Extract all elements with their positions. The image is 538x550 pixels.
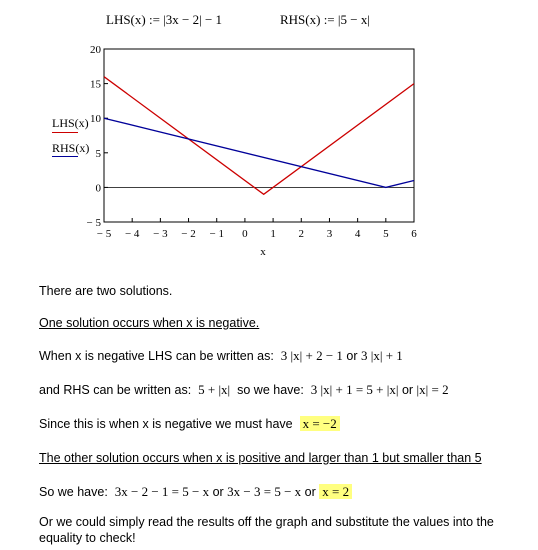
y-tick-label: 20 — [90, 44, 101, 56]
heading-positive-case: The other solution occurs when x is positive and larger than 1 but smaller than 5 — [39, 451, 482, 465]
rhs-negative-line — [39, 382, 449, 398]
equation-negative: 3 |x| + 1 = 5 + |x| — [310, 382, 399, 397]
positive-expr-b: 3x − 3 = 5 − x — [227, 484, 302, 499]
y-tick-label: 15 — [90, 78, 101, 91]
lhs-negative-prefix: When x is negative LHS can be written as: — [39, 349, 274, 363]
y-tick-label: 5 — [95, 147, 101, 160]
y-tick-label: 0 — [95, 182, 101, 195]
lhs-negative-expr-b: 3 |x| + 1 — [361, 348, 403, 363]
positive-case-line — [39, 484, 352, 500]
series-lhs-line — [104, 77, 414, 195]
plot-frame — [104, 49, 414, 222]
legend-lhs-label: LHS(x) — [52, 116, 89, 130]
x-tick-label: − 1 — [209, 228, 224, 240]
or-text: or — [212, 485, 224, 499]
solution-negative: x = −2 — [300, 416, 340, 431]
rhs-definition: RHS(x) := |5 − x| — [280, 12, 370, 27]
lhs-negative-expr-a: 3 |x| + 2 − 1 — [280, 348, 343, 363]
x-axis-label: x — [260, 246, 266, 258]
heading-negative-case: One solution occurs when x is negative. — [39, 316, 260, 330]
conclusion-line-1: Or we could simply read the results off the graph and substitute the values into the — [39, 515, 494, 529]
lhs-definition: LHS(x) := |3x − 2| − 1 — [106, 12, 223, 27]
y-tick-label: 10 — [90, 113, 101, 126]
rhs-negative-expr: 5 + |x| — [198, 382, 231, 397]
x-tick-label: 2 — [298, 228, 305, 240]
negative-conclusion-line — [39, 416, 340, 432]
so-we-have-text: so we have: — [237, 383, 304, 397]
negative-conclusion-prefix: Since this is when x is negative we must have — [39, 417, 293, 431]
abs-x-equals-2: |x| = 2 — [416, 382, 449, 397]
rhs-negative-prefix: and RHS can be written as: — [39, 383, 192, 397]
line-chart — [0, 0, 538, 270]
conclusion-line-2: equality to check! — [39, 531, 136, 545]
legend-rhs-label: RHS(x) — [52, 141, 90, 155]
y-tick-label: − 5 — [86, 217, 101, 229]
or-text: or — [304, 485, 316, 499]
x-tick-label: 6 — [411, 228, 417, 240]
x-tick-label: 4 — [354, 228, 361, 240]
series-rhs-line — [104, 118, 414, 187]
or-text: or — [346, 349, 358, 363]
solution-positive: x = 2 — [319, 484, 352, 499]
x-tick-label: − 2 — [181, 228, 196, 240]
lhs-negative-line — [39, 348, 403, 364]
intro-text: There are two solutions. — [39, 284, 173, 298]
or-text: or — [401, 383, 414, 397]
x-tick-label: 1 — [270, 228, 276, 240]
x-tick-label: 5 — [383, 228, 389, 240]
positive-case-prefix: So we have: — [39, 485, 108, 499]
positive-expr-a: 3x − 2 − 1 = 5 − x — [114, 484, 210, 499]
x-tick-label: − 4 — [124, 228, 140, 240]
x-tick-label: 3 — [326, 228, 333, 240]
x-tick-label: − 5 — [96, 228, 112, 240]
x-tick-label: − 3 — [153, 228, 168, 240]
x-tick-label: 0 — [242, 228, 248, 240]
